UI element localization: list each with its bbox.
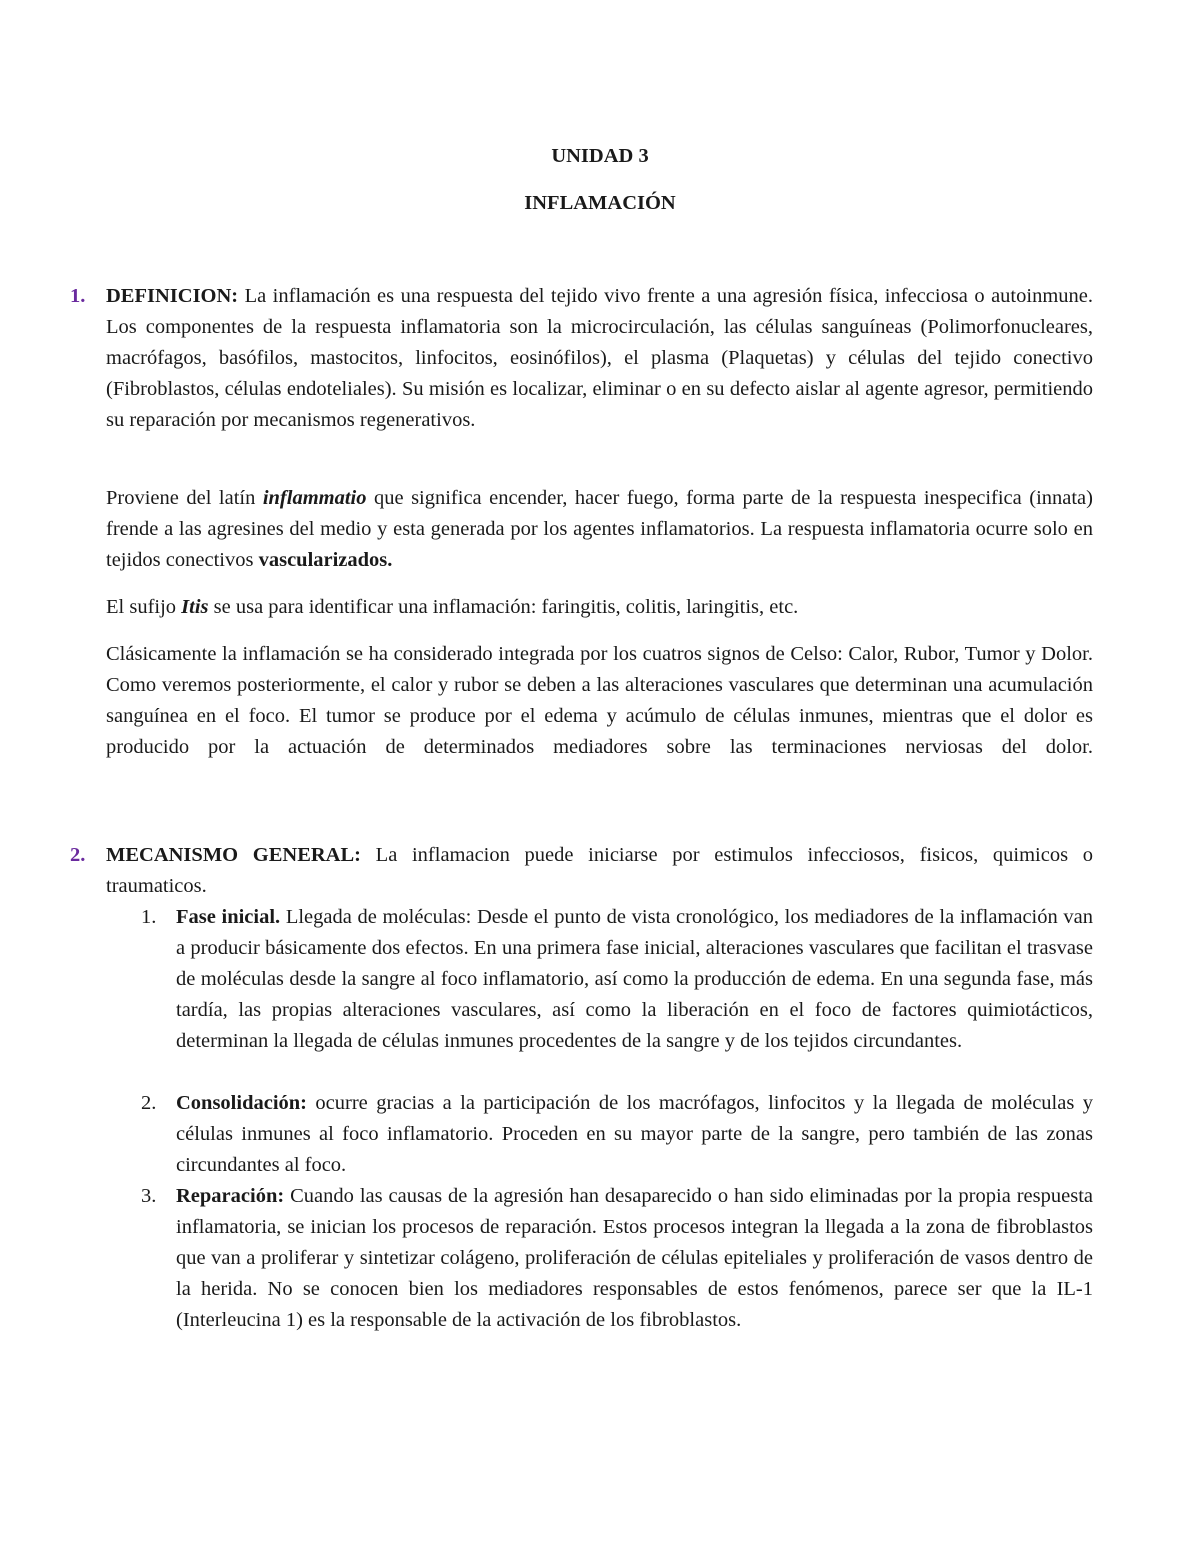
phase-1-text: Llegada de moléculas: Desde el punto de vista cronológico, los mediadores de la inflamación van a producir básicamente dos efectos. En una primera fase inicial, alteraciones vasculares que facilitan el trasvase de moléculas desde la sangre al foco inflamatorio, así como la producción de edema. En una segunda fase, más tardía, las propias alteraciones vasculares, así como la liberación en el foco de factores quimiotácticos, determinan la llegada de células inmunes procedentes de la sangre y de los tejidos circundantes. [176,906,1094,1052]
vascularized-term: vascularizados. [258,549,393,571]
phase-3-item [176,1181,1093,1336]
section-1-heading: DEFINICION: [106,285,239,307]
section-1-number: 1. [70,285,86,307]
phase-3-heading: Reparación: [176,1185,285,1207]
document-title: INFLAMACIÓN [524,192,676,214]
phase-1-heading: Fase inicial. [176,906,281,928]
unit-title: UNIDAD 3 [551,145,649,167]
section-1-definition [106,281,1093,436]
suffix-paragraph [106,592,1093,623]
section-2-mechanism [106,840,1093,902]
phase-2-item [176,1088,1093,1181]
latin-term: inflammatio [262,487,367,509]
latin-origin-text-a: Proviene del latín [106,487,263,509]
celso-signs-paragraph: Clásicamente la inflamación se ha considerado integrada por los cuatros signos de Celso: Calor, Rubor, Tumor y Dolor. Como veremos posteriormente, el calor y rubor se deben a las alteraciones vasculares que determinan una acumulación sanguínea en el foco. El tumor se produce por el edema y acúmulo de células inmunes, mientras que el dolor es producido por la actuación de determinados mediadores sobre las terminaciones nerviosas del dolor. [106,643,1093,758]
latin-origin-text-b: que significa encender, hacer fuego, forma parte de la respuesta inespecifica (innata) frende a las agresines del medio y esta generada por los agentes inflamatorios. La respuesta inflamatoria ocurre solo en tejidos conectivos [106,487,1093,571]
section-2-heading: MECANISMO GENERAL: [106,844,361,866]
phase-1-number: 1. [141,906,157,928]
section-2-number: 2. [70,844,86,866]
suffix-text-a: El sufijo [106,596,182,618]
phase-2-text: ocurre gracias a la participación de los macrófagos, linfocitos y la llegada de moléculas y células inmunes al foco inflamatorio. Proceden en su mayor parte de la sangre, pero también de las zonas circundantes al foco. [176,1092,1093,1176]
phase-1-item [176,902,1093,1057]
suffix-text-b: se usa para identificar una inflamación: faringitis, colitis, laringitis, etc. [208,596,799,618]
latin-origin-paragraph [106,483,1093,576]
suffix-term: Itis [181,596,209,618]
phase-3-number: 3. [141,1185,157,1207]
phase-2-number: 2. [141,1092,157,1114]
section-2-text: La inflamacion puede iniciarse por estimulos infecciosos, fisicos, quimicos o traumaticos. [106,844,1093,897]
phase-3-text: Cuando las causas de la agresión han desaparecido o han sido eliminadas por la propia respuesta inflamatoria, se inician los procesos de reparación. Estos procesos integran la llegada a la zona de fibroblastos que van a proliferar y sintetizar colágeno, proliferación de células epiteliales y proliferación de vasos dentro de la herida. No se conocen bien los mediadores responsables de estos fenómenos, parece ser que la IL-1 (Interleucina 1) es la responsable de la activación de los fibroblastos. [176,1185,1093,1331]
phase-2-heading: Consolidación: [176,1092,307,1114]
section-1-text: La inflamación es una respuesta del tejido vivo frente a una agresión física, infecciosa o autoinmune. Los componentes de la respuesta inflamatoria son la microcirculación, las células sanguíneas (Polimorfonucleares, macrófagos, basófilos, mastocitos, linfocitos, eosinófilos), el plasma (Plaquetas) y células del tejido conectivo (Fibroblastos, células endoteliales). Su misión es localizar, eliminar o en su defecto aislar al agente agresor, permitiendo su reparación por mecanismos regenerativos. [106,285,1093,431]
